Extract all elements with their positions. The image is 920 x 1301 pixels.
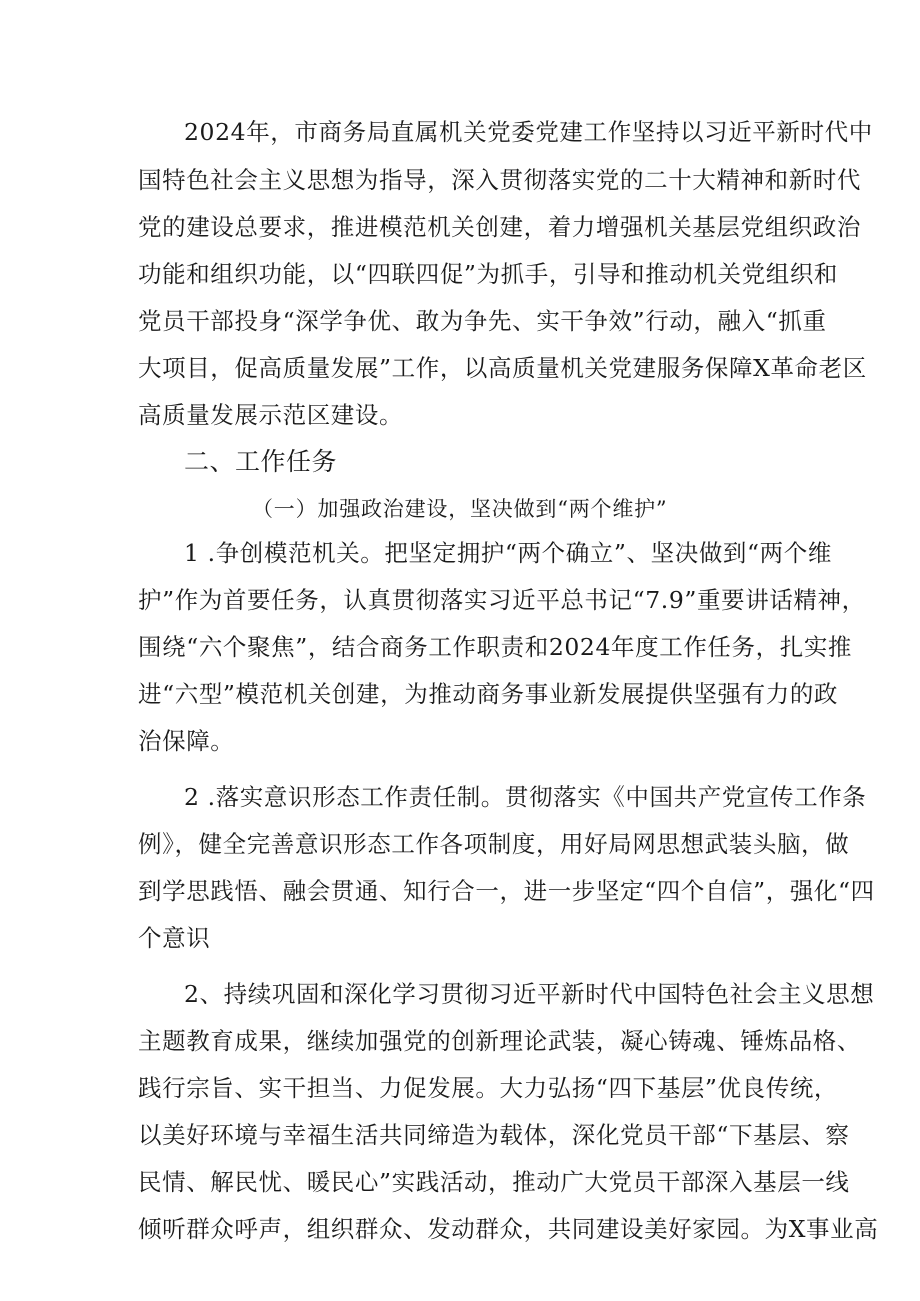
paragraph-line: 功能和组织功能，以“四联四促”为抓手，引导和推动机关党组织和 <box>138 260 839 288</box>
item-line: 践行宗旨、实干担当、力促发展。大力弘扬“四下基层”优良传统， <box>138 1074 839 1102</box>
item-line: 以美好环境与幸福生活共同缔造为载体，深化党员干部“下基层、察 <box>138 1121 850 1149</box>
item-line: 到学思践悟、融会贯通、知行合一，进一步坚定“四个自信”，强化“四 <box>138 877 875 905</box>
item-line: 围绕“六个聚焦”，结合商务工作职责和2024年度工作任务，扎实推 <box>138 633 853 661</box>
item-line: 个意识 <box>138 924 211 952</box>
paragraph-line: 2024年，市商务局直属机关党委党建工作坚持以习近平新时代中 <box>184 118 873 146</box>
paragraph-line: 大项目，促高质量发展”工作，以高质量机关党建服务保障X革命老区 <box>138 354 867 382</box>
item-line: 2 .落实意识形态工作责任制。贯彻落实《中国共产党宣传工作条 <box>184 783 867 811</box>
item-line: 1 .争创模范机关。把坚定拥护“两个确立”、坚决做到“两个维 <box>184 539 832 567</box>
item-line: 进“六型”模范机关创建，为推动商务事业新发展提供坚强有力的政 <box>138 680 839 708</box>
item-line: 民情、解民忧、暖民心”实践活动，推动广大党员干部深入基层一线 <box>138 1168 850 1196</box>
item-line: 治保障。 <box>138 727 235 755</box>
paragraph-line: 党员干部投身“深学争优、敢为争先、实干争效”行动，融入“抓重 <box>138 307 827 335</box>
paragraph-line: 党的建设总要求，推进模范机关创建，着力增强机关基层党组织政治 <box>138 213 861 241</box>
item-line: 主题教育成果，继续加强党的创新理论武装，凝心铸魂、锤炼品格、 <box>138 1027 861 1055</box>
item-line: 倾听群众呼声，组织群众、发动群众，共同建设美好家园。为X事业高 <box>138 1215 879 1243</box>
section-heading: 二、工作任务 <box>184 447 338 476</box>
paragraph-line: 国特色社会主义思想为指导，深入贯彻落实党的二十大精神和新时代 <box>138 166 861 194</box>
item-line: 护”作为首要任务，认真贯彻落实习近平总书记“7.9”重要讲话精神， <box>138 586 866 614</box>
subsection-heading: （一）加强政治建设，坚决做到“两个维护” <box>252 497 668 521</box>
item-line: 2、持续巩固和深化学习贯彻习近平新时代中国特色社会主义思想 <box>184 980 875 1008</box>
paragraph-line: 高质量发展示范区建设。 <box>138 401 404 429</box>
item-line: 例》，健全完善意识形态工作各项制度，用好局网思想武装头脑，做 <box>138 830 850 858</box>
